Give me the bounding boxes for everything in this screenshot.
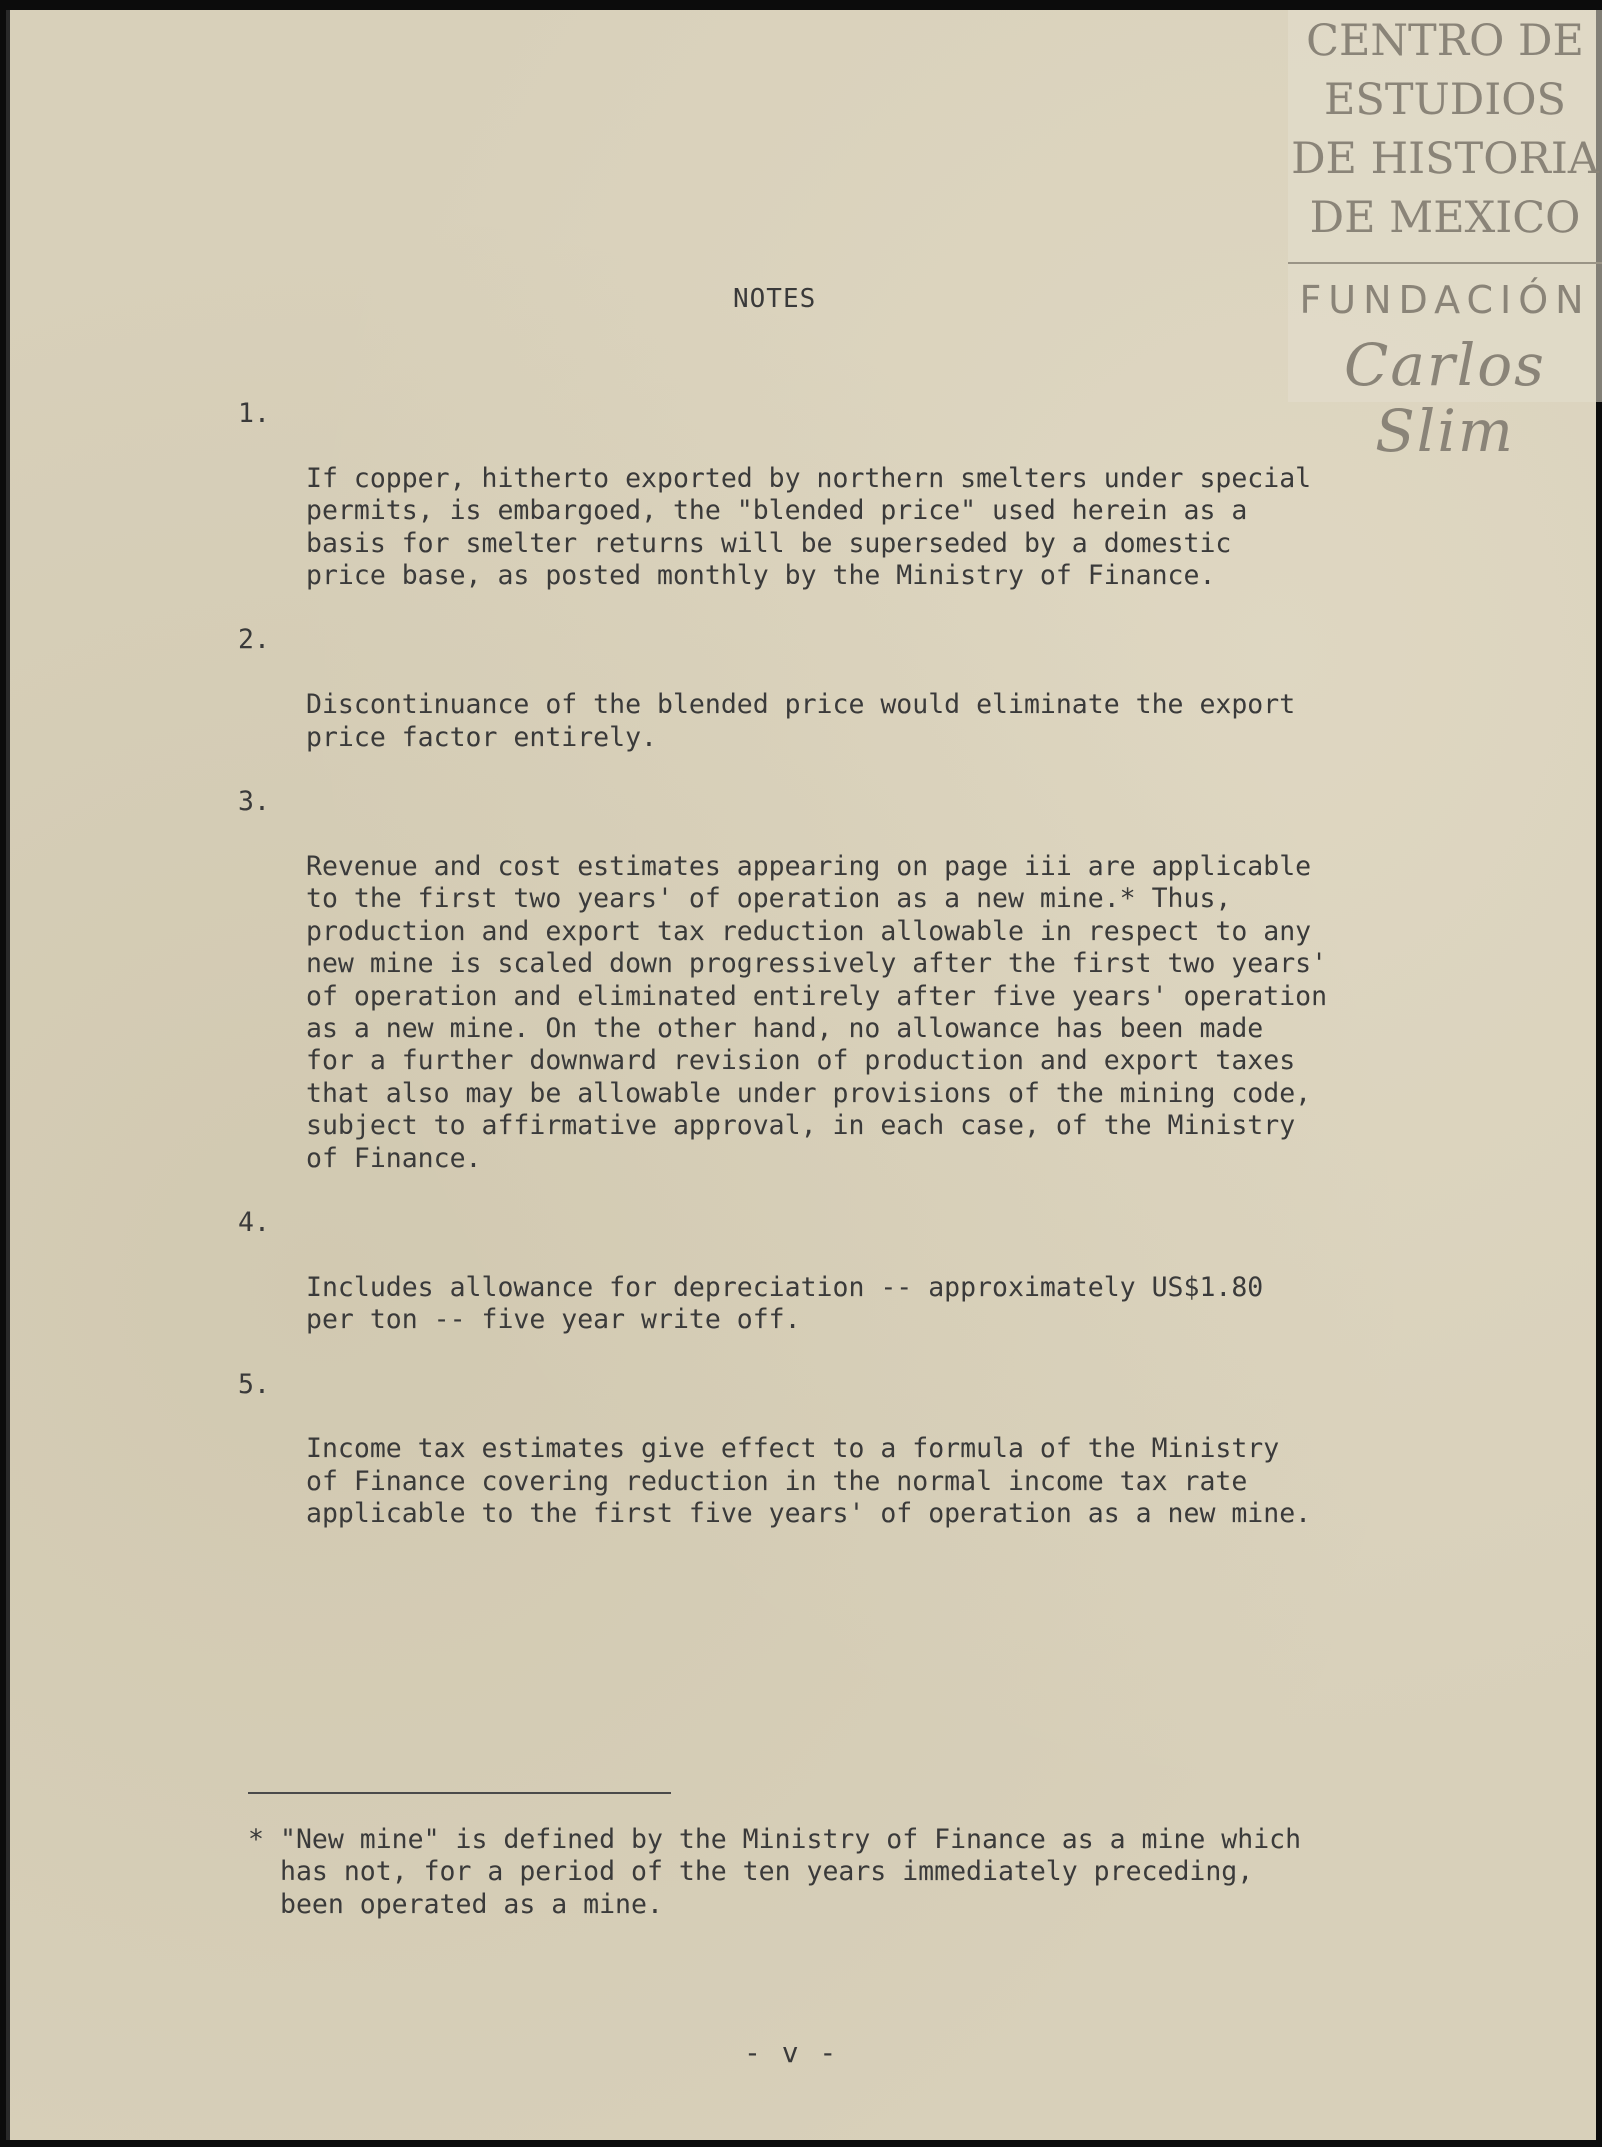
note-item [238,786,1368,1175]
watermark-line: CENTRO DE [1306,16,1584,66]
note-number: 2. [238,624,270,656]
page-title: NOTES [733,284,817,314]
note-text: Income tax estimates give effect to a formula of the Ministry of Finance covering reduction in the normal income tax rate applicable to the first five years' of operation as a new mine. [306,1433,1312,1530]
note-item [238,624,1368,754]
footnote [248,1824,1368,1921]
watermark-foundation: FUNDACIÓN [1299,278,1591,322]
notes-list [238,398,1368,1563]
footnote-text: "New mine" is defined by the Ministry of Finance as a mine which has not, for a period of the ten years immediately preceding, been operated as a mine. [280,1824,1302,1920]
note-item [238,1207,1368,1337]
note-number: 3. [238,786,270,818]
page-number: - v - [744,2036,839,2069]
watermark-line: DE HISTORIA [1291,134,1599,184]
note-text: Revenue and cost estimates appearing on page iii are applicable to the first two years' of operation as a new mine.* Thus, production and export tax reduction allowable in respect to any new mine is scaled down progressively after the first two years' of operation and eliminated entirely after five years' operation as a new mine. On the other hand, no allowance has been made for a further downward revision of production and export taxes that also may be allowable under provisions of the mining code, subject to affirmative approval, in each case, of the Ministry of Finance. [306,850,1328,1174]
note-text: Discontinuance of the blended price would eliminate the export price factor entirely. [306,689,1296,753]
watermark-line: ESTUDIOS [1324,75,1566,125]
note-number: 4. [238,1206,270,1238]
footnote-divider [248,1792,671,1794]
note-text: If copper, hitherto exported by northern smelters under special permits, is embargoed, the "blended price" used herein as a basis for smelter returns will be superseded by a domestic price base, as posted monthly by the Ministry of Finance. [306,462,1312,592]
watermark-line: DE MEXICO [1309,193,1581,243]
watermark-signature: Carlos Slim [1344,331,1546,465]
note-number: 5. [238,1368,270,1400]
note-number: 1. [238,398,270,429]
archive-watermark [1288,10,1602,465]
note-text: Includes allowance for depreciation -- approximately US$1.80 per ton -- five year write off. [306,1271,1264,1336]
scan-edge [6,10,10,2140]
footnote-marker: * [248,1824,264,1855]
note-item [238,1369,1368,1531]
note-item [238,398,1368,592]
document-page [6,10,1599,2140]
watermark-divider [1288,262,1602,264]
